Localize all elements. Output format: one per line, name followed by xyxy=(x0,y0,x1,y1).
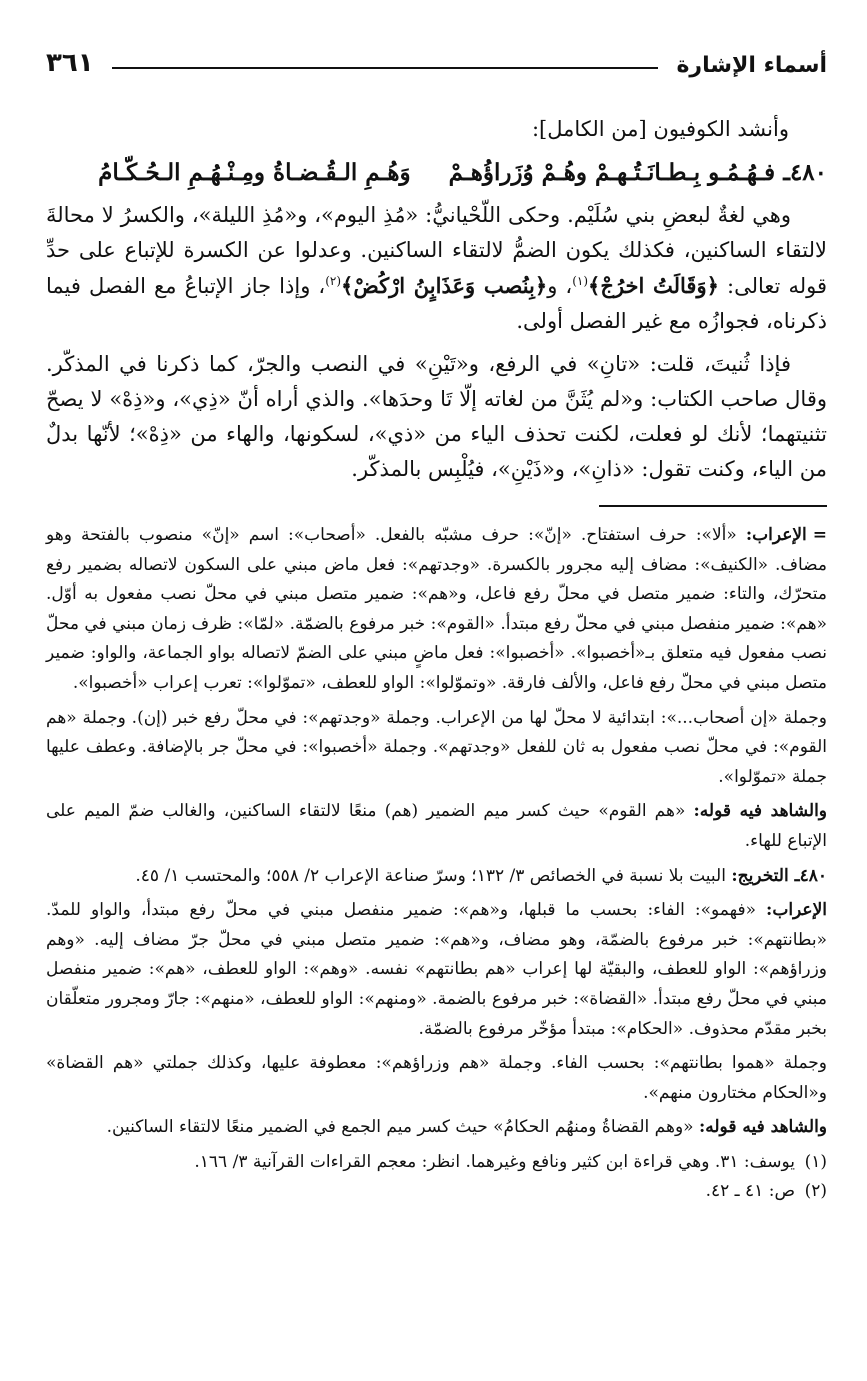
note-takhrij xyxy=(46,862,827,892)
reference-footnote xyxy=(46,1177,827,1207)
paragraph-dual: فإذا ثُنيتَ، قلت: «تانِ» في الرفع، و«تَيْنِ» في النصب والجرّ، كما ذكرنا في المذكّر. وقال صاحب الكتاب: و«لم يُثَنَّ من لغاته إلّا تَا وحدَها». والذي أراه أنّ «ذِي»، و«ذِهْ» لا يصحّ تثنيتهما؛ لأنك لو فعلت، لكنت تحذف الياء من «ذي»، لسكونها، والهاء من «ذِهْ»؛ لأنّها بدلٌ من الياء، وكنت تقول: «ذانِ»، و«ذَيْنِ»، فيُلْبِس بالمذكّر. xyxy=(46,352,827,481)
footnotes xyxy=(46,521,827,1207)
note-label: ٤٨٠ـ التخريج: xyxy=(731,865,827,886)
reference-footnotes xyxy=(46,1148,827,1207)
continuation-mark: = xyxy=(812,525,828,545)
note-shahid-2 xyxy=(46,1113,827,1143)
chapter-title: أسماء الإشارة xyxy=(676,53,827,78)
verse-intro: وأنشد الكوفيون [من الكامل]: xyxy=(531,117,789,141)
note-label: الإعراب: xyxy=(766,900,827,921)
note-text: البيت بلا نسبة في الخصائص ٣/ ١٣٢؛ وسرّ صناعة الإعراب ٢/ ٥٥٨؛ والمحتسب ١/ ٤٥. xyxy=(135,865,726,886)
main-text xyxy=(46,112,827,487)
note-text: «ألا»: حرف استفتاح. «إنّ»: حرف مشبّه بالفعل. «أصحاب»: اسم «إنّ» منصوب بالفتحة وهو مضاف. «الكنيف»: مضاف إليه مجرور بالكسرة. «وجدتهم»: فعل ماض مبني على السكون لاتصاله بضمير رفع متحرّك، والتاء: ضمير متصل في محلّ رفع فاعل، و«هم»: ضمير متصل مبني في محلّ نصب مفعول به أوّل. «هم»: ضمير منفصل مبني في محلّ رفع مبتدأ. «القوم»: خبر مرفوع بالضمّة. «لمّا»: ظرف زمان مبني في محلّ نصب مفعول فيه متعلق بـ«أخصبوا». «أخصبوا»: فعل ماضٍ مبني على الضمّ لاتصاله بواو الجماعة، والواو: ضمير متصل مبني في محلّ رفع فاعل، والألف فارقة. «وتموّلوا»: الواو للعطف، «تموّلوا»: تعرب إعراب «أخصبوا». xyxy=(46,525,827,693)
footnote-mark: (١) xyxy=(804,1151,827,1172)
note-text: «فهمو»: الفاء: بحسب ما قبلها، و«هم»: ضمير منفصل مبني في محلّ رفع مبتدأ، والواو للمدّ. «بطانتهم»: خبر مرفوع بالضمّة، وهو مضاف، و«هم»: ضمير متصل مبني في محلّ جرّ مضاف إليه. «وهم وزراؤهم»: الواو للعطف، والبقيّة لها إعراب «هم بطانتهم» نفسه. «وهم»: الواو للعطف، «هم»: ضمير منفصل مبني في محلّ رفع مبتدأ. «القضاة»: خبر مرفوع بالضمة. «ومنهم»: الواو للعطف، «منهم»: جارّ ومجرور متعلّقان بخبر مقدّم محذوف. «الحكام»: مبتدأ مؤخّر مرفوع بالضمّة. xyxy=(46,900,827,1039)
note-irab-2 xyxy=(46,896,827,1044)
paragraph-text: ، وإذا جاز الإتباعُ مع الفصل فيما ذكرناه، فجوازُه مع غير الفصل أولى. xyxy=(46,274,827,333)
note-text: «وهم القضاةُ ومنهُم الحكامُ» حيث كسر ميم الجمع في الضمير منعًا لالتقاء الساكنين. xyxy=(106,1117,694,1138)
paragraph-dialects xyxy=(46,198,827,339)
running-header xyxy=(46,38,827,78)
verse-number: ٤٨٠ـ xyxy=(783,159,827,186)
footnote-text: يوسف: ٣١. وهي قراءة ابن كثير ونافع وغيرهما. انظر: معجم القراءات القرآنية ٣/ ١٦٦. xyxy=(194,1151,795,1172)
reference-footnote xyxy=(46,1148,827,1178)
note-text: «هم القوم» حيث كسر ميم الضمير (هم) منعًا لالتقاء الساكنين، والغالب ضمّ الميم على الإتباع للهاء. xyxy=(46,801,827,851)
footnote-ref-1[interactable]: (١) xyxy=(572,274,589,288)
note-label: والشاهد فيه قوله: xyxy=(693,801,828,822)
footnote-separator xyxy=(599,505,827,507)
footnote-mark: (٢) xyxy=(804,1181,827,1202)
note-jumal-2: وجملة «هموا بطانتهم»: بحسب الفاء. وجملة «هم وزراؤهم»: معطوفة عليها، وكذلك جملتي «هم القضاة» و«الحكام مختارون منهم». xyxy=(46,1053,827,1103)
footnote-text: ص: ٤١ ـ ٤٢. xyxy=(705,1181,795,1202)
quran-quote-1: ﴿وَقَالَتُ اخرُجْ﴾ xyxy=(588,273,719,298)
paragraph-text: ، و xyxy=(547,274,573,298)
note-irab-1 xyxy=(46,521,827,699)
poetry-verse xyxy=(46,155,827,190)
paragraph-text: وهي لغةٌ لبعضِ بني سُلَيْم. وحكى اللّحْيانيُّ: «مُذِ اليوم»، و«مُذِ الليلة»، والكسرُ لا محالةَ لالتقاء الساكنين، فكذلك يكون الضمُّ لالتقاء الساكنين. وعدلوا عن الكسرة للإتباع على حدِّ قوله تعالى: xyxy=(46,203,827,298)
header-rule xyxy=(112,67,659,69)
verse-first-hemistich: فـهُـمُـو بِـطـانَـتُـهـمْ وهُـمْ وُزَراؤُهـمْ xyxy=(448,159,776,186)
footnote-ref-2[interactable]: (٢) xyxy=(325,274,342,288)
quran-quote-2: ﴿بِنُصب وَعَذَابٍنُ ارْكُضْ﴾ xyxy=(341,273,548,298)
note-label: والشاهد فيه قوله: xyxy=(698,1117,827,1138)
verse-second-hemistich: وَهُـمِ الـقُـضـاةُ ومِـنْـهُـمِ الـحُـكّـامُ xyxy=(98,159,411,186)
page-number: ٣٦١ xyxy=(46,48,94,78)
note-label: الإعراب: xyxy=(745,525,807,545)
note-jumal-1: وجملة «إن أصحاب...»: ابتدائية لا محلّ لها من الإعراب. وجملة «وجدتهم»: في محلّ رفع خبر (إن). وجملة «هم القوم»: في محلّ نصب مفعول به ثان للفعل «وجدتهم». وجملة «أخصبوا»: في محلّ جر بالإضافة. وعطف عليها جملة «تموّلوا». xyxy=(46,707,827,787)
note-shahid-1 xyxy=(46,797,827,856)
